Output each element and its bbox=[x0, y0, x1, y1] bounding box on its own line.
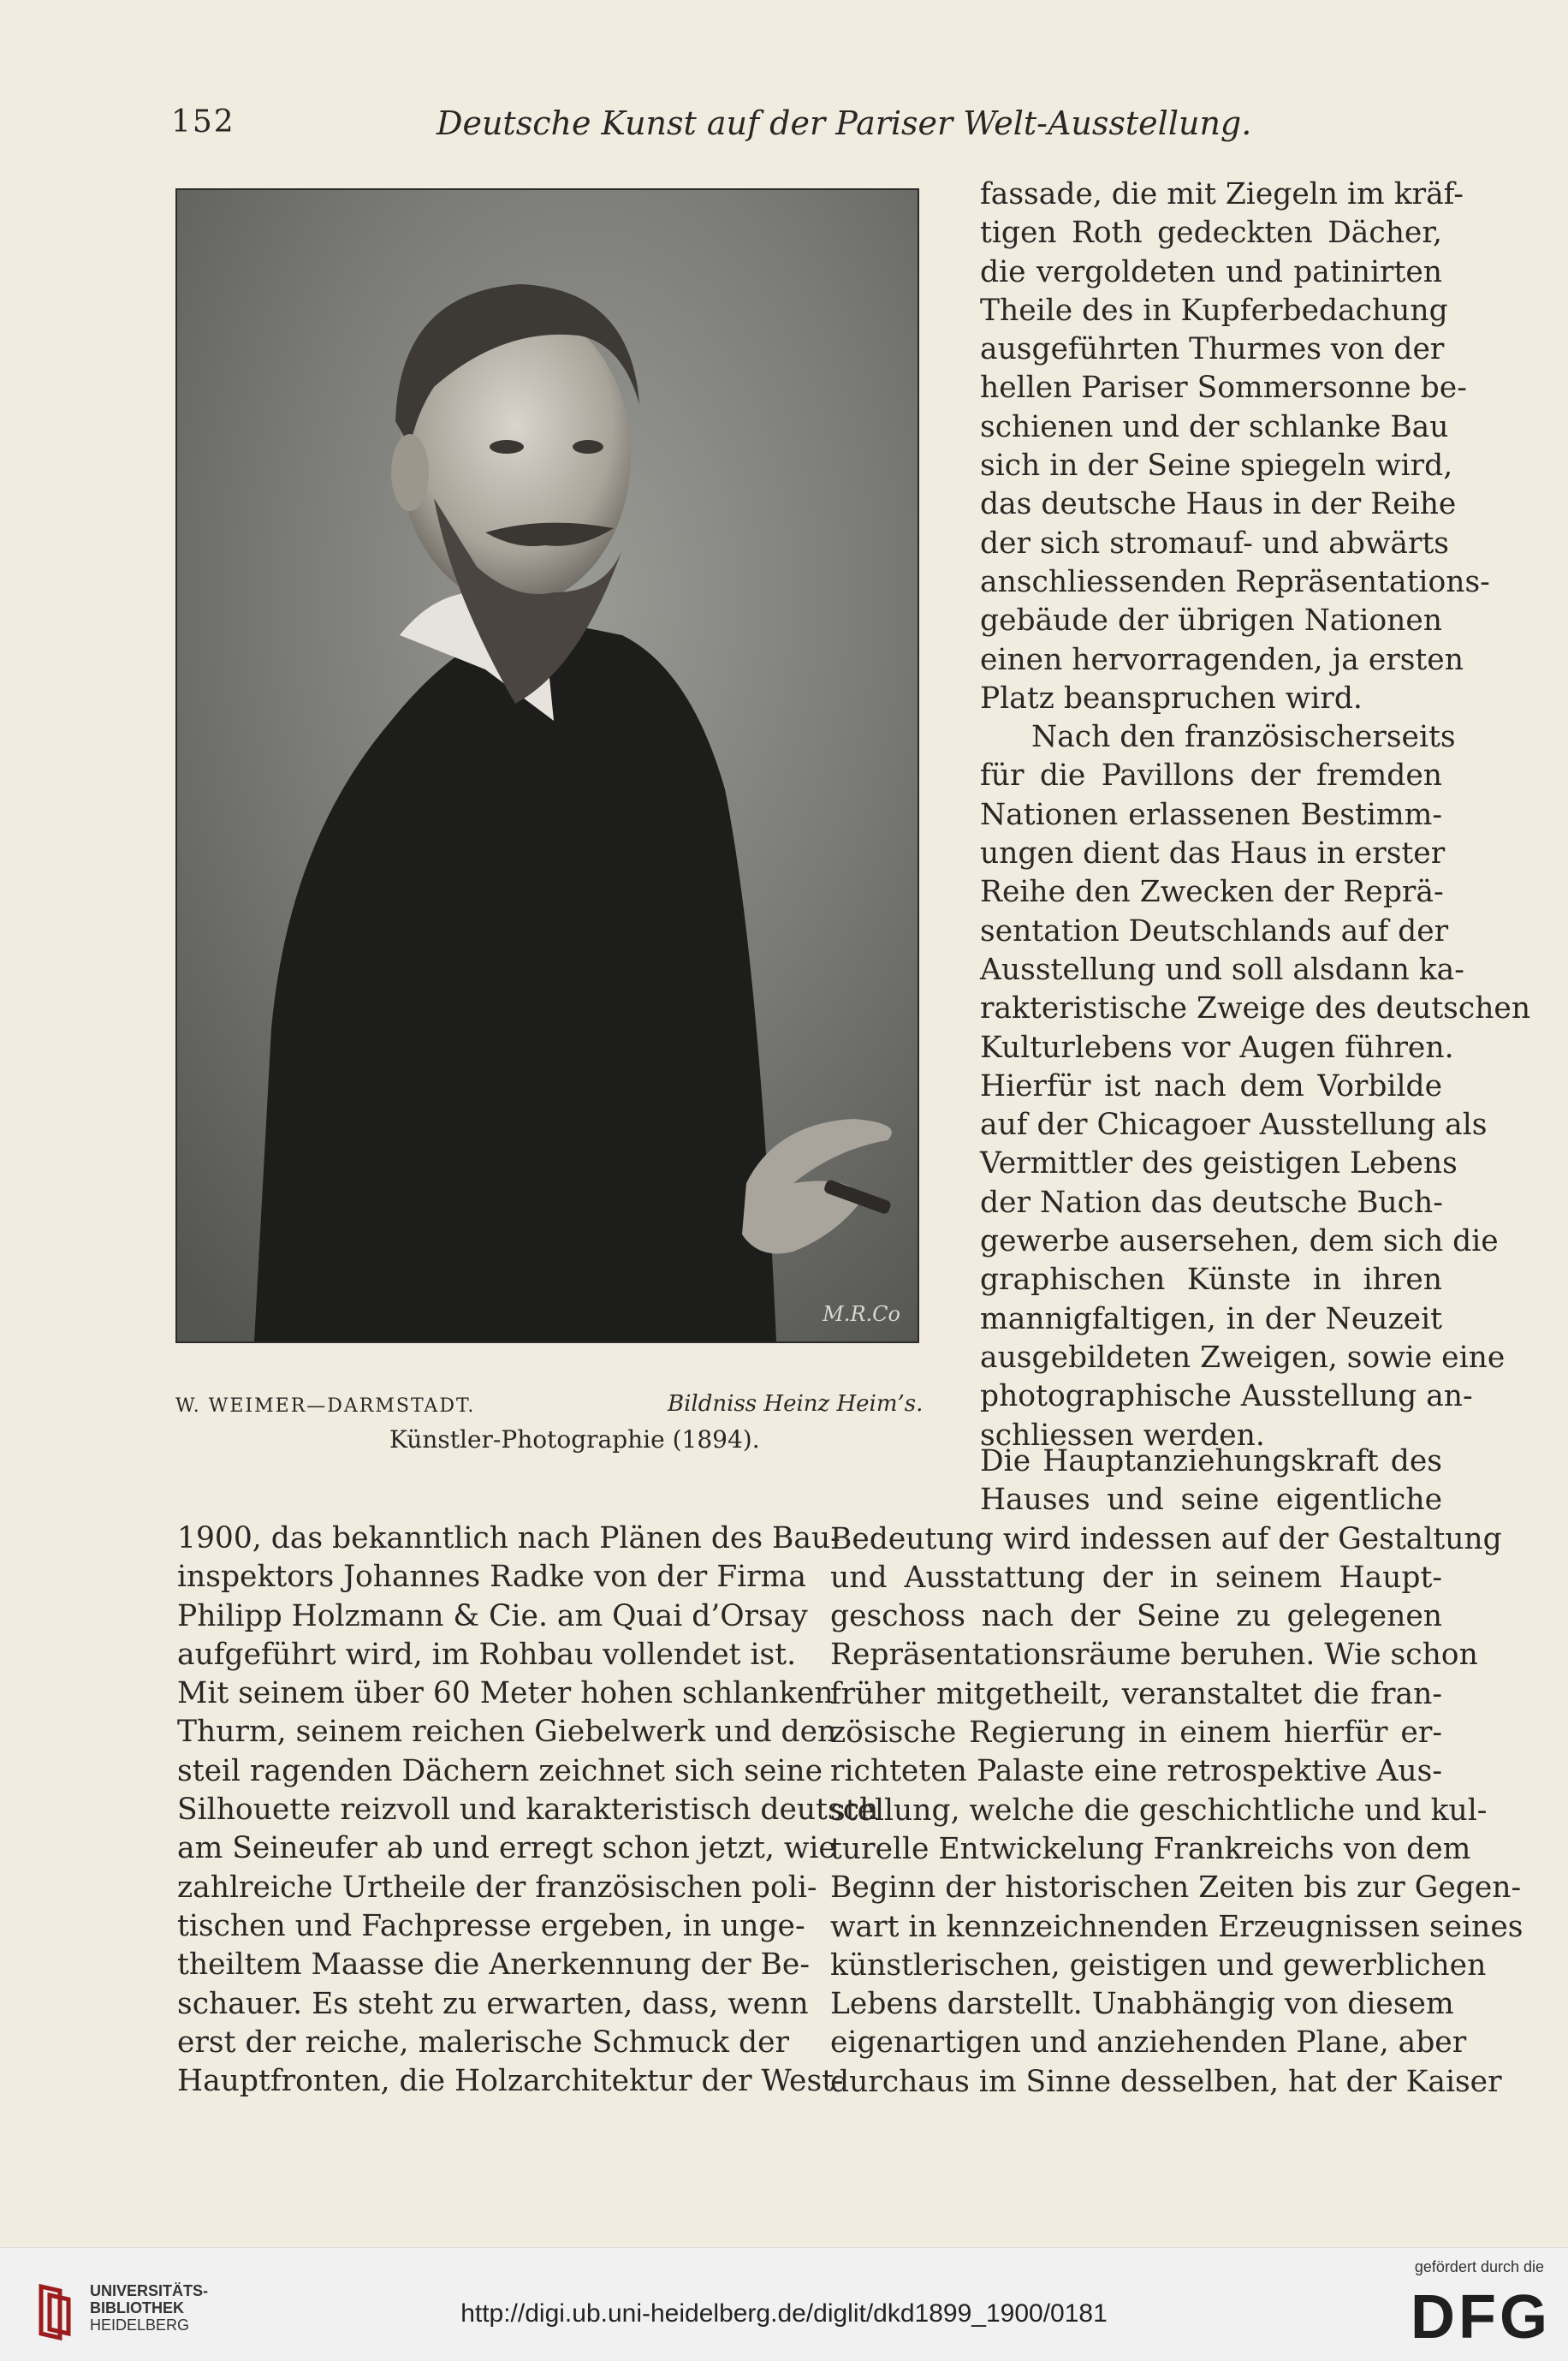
text-line: zösische Regierung in einem hierfür er- bbox=[830, 1716, 1442, 1751]
text-line: theiltem Maasse die Anerkennung der Be- bbox=[177, 1948, 810, 1983]
figure-credit: W. WEIMER—DARMSTADT. bbox=[175, 1395, 476, 1417]
text-line: tischen und Fachpresse ergeben, in unge- bbox=[177, 1908, 805, 1943]
text-line: erst der reiche, malerische Schmuck der bbox=[177, 2025, 789, 2060]
library-name-line: BIBLIOTHEK bbox=[90, 2299, 184, 2316]
text-line: sentation Deutschlands auf der bbox=[980, 913, 1449, 949]
text-line: graphischen Künste in ihren bbox=[980, 1263, 1442, 1298]
text-line: Nach den französischerseits bbox=[1031, 720, 1456, 755]
text-line: aufgeführt wird, im Rohbau vollendet ist. bbox=[177, 1637, 797, 1672]
photographer-monogram: M.R.Co bbox=[823, 1302, 900, 1326]
text-line: inspektors Johannes Radke von der Firma bbox=[177, 1560, 806, 1595]
text-line: Repräsentationsräume beruhen. Wie schon bbox=[830, 1638, 1478, 1673]
text-line: wart in kennzeichnenden Erzeugnissen seines bbox=[830, 1909, 1523, 1944]
text-line: sich in der Seine spiegeln wird, bbox=[980, 449, 1453, 484]
text-line: eigenartigen und anziehenden Plane, aber bbox=[830, 2025, 1467, 2061]
text-line: Bedeutung wird indessen auf der Gestaltung bbox=[830, 1521, 1502, 1556]
viewer-footer bbox=[0, 2247, 1568, 2361]
text-line: ungen dient das Haus in erster bbox=[980, 836, 1446, 871]
figure-title: Bildniss Heinz Heim’s. bbox=[668, 1391, 924, 1417]
text-line: Hauptfronten, die Holzarchitektur der West- bbox=[177, 2064, 844, 2099]
text-line: gebäude der übrigen Nationen bbox=[980, 604, 1442, 639]
text-line: mannigfaltigen, in der Neuzeit bbox=[980, 1301, 1442, 1336]
text-line: schienen und der schlanke Bau bbox=[980, 409, 1449, 444]
text-line: die vergoldeten und patinirten bbox=[980, 254, 1442, 289]
text-line: tigen Roth gedeckten Dächer, bbox=[980, 216, 1442, 251]
text-line: schliessen werden. bbox=[980, 1418, 1265, 1453]
text-line: durchaus im Sinne desselben, hat der Kaiser bbox=[830, 2064, 1502, 2099]
text-line: zahlreiche Urtheile der französischen poli- bbox=[177, 1870, 817, 1905]
text-line: Mit seinem über 60 Meter hohen schlanken bbox=[177, 1676, 834, 1711]
permalink-url[interactable]: http://digi.ub.uni-heidelberg.de/diglit/dkd1899_1900/0181 bbox=[460, 2299, 1108, 2328]
running-title: Deutsche Kunst auf der Pariser Welt-Ausstellung. bbox=[437, 104, 1252, 142]
page-number: 152 bbox=[171, 104, 235, 140]
text-line: Kulturlebens vor Augen führen. bbox=[980, 1030, 1454, 1065]
text-line: photographische Ausstellung an- bbox=[980, 1379, 1473, 1414]
text-line: schauer. Es steht zu erwarten, dass, wenn bbox=[177, 1986, 809, 2021]
text-line: künstlerischen, geistigen und gewerblichen bbox=[830, 1948, 1487, 1983]
figure-subcaption: Künstler-Photographie (1894). bbox=[389, 1425, 760, 1454]
text-line: 1900, das bekanntlich nach Plänen des Bau- bbox=[177, 1521, 840, 1555]
text-line: und Ausstattung der in seinem Haupt- bbox=[830, 1560, 1442, 1595]
text-line: Hierfür ist nach dem Vorbilde bbox=[980, 1068, 1442, 1103]
text-line: turelle Entwickelung Frankreichs von dem bbox=[830, 1831, 1471, 1866]
text-line: ausgebildeten Zweigen, sowie eine bbox=[980, 1340, 1506, 1375]
text-line: ausgeführten Thurmes von der bbox=[980, 332, 1445, 367]
text-line: früher mitgetheilt, veranstaltet die fran- bbox=[830, 1676, 1442, 1711]
text-line: Die Hauptanziehungskraft des bbox=[980, 1444, 1442, 1478]
text-line: Vermittler des geistigen Lebens bbox=[980, 1146, 1458, 1181]
portrait-image bbox=[177, 190, 918, 1341]
text-line: Beginn der historischen Zeiten bis zur Gegen- bbox=[830, 1870, 1522, 1906]
text-line: einen hervorragenden, ja ersten bbox=[980, 642, 1464, 677]
text-line: geschoss nach der Seine zu gelegenen bbox=[830, 1599, 1442, 1634]
text-line: hellen Pariser Sommersonne be- bbox=[980, 371, 1467, 406]
text-line: auf der Chicagoer Ausstellung als bbox=[980, 1108, 1488, 1143]
text-line: gewerbe ausersehen, dem sich die bbox=[980, 1224, 1499, 1259]
text-line: fassade, die mit Ziegeln im kräf- bbox=[980, 177, 1464, 211]
text-line: Thurm, seinem reichen Giebelwerk und den bbox=[177, 1715, 837, 1750]
sponsor-note: gefördert durch die bbox=[1414, 2258, 1544, 2275]
text-line: Ausstellung und soll alsdann ka- bbox=[980, 952, 1464, 987]
text-line: Lebens darstellt. Unabhängig von diesem bbox=[830, 1987, 1454, 2022]
text-line: Silhouette reizvoll und karakteristisch deutsch bbox=[177, 1793, 879, 1828]
text-line: der sich stromauf- und abwärts bbox=[980, 526, 1450, 561]
text-line: stellung, welche die geschichtliche und kul- bbox=[830, 1793, 1488, 1828]
text-line: das deutsche Haus in der Reihe bbox=[980, 487, 1457, 522]
dfg-logo[interactable]: DFG bbox=[1411, 2283, 1551, 2352]
library-name-line: HEIDELBERG bbox=[90, 2316, 190, 2334]
text-line: am Seineufer ab und erregt schon jetzt, wie bbox=[177, 1831, 836, 1866]
text-line: anschliessenden Repräsentations- bbox=[980, 564, 1490, 599]
text-line: Nationen erlassenen Bestimm- bbox=[980, 797, 1442, 832]
library-name-line: UNIVERSITÄTS- bbox=[90, 2282, 209, 2299]
text-line: rakteristische Zweige des deutschen bbox=[980, 991, 1531, 1026]
text-line: richteten Palaste eine retrospektive Aus- bbox=[830, 1754, 1442, 1789]
left-column-bottom-text bbox=[177, 1519, 879, 2101]
text-line: für die Pavillons der fremden bbox=[980, 758, 1442, 794]
text-line: Platz beanspruchen wird. bbox=[980, 681, 1363, 716]
portrait-photograph bbox=[175, 188, 919, 1343]
right-column-top-text bbox=[980, 175, 1531, 1455]
text-line: Hauses und seine eigentliche bbox=[980, 1483, 1442, 1518]
right-column-bottom-text bbox=[830, 1442, 1523, 2102]
text-line: Reihe den Zwecken der Reprä- bbox=[980, 875, 1444, 910]
text-line: steil ragenden Dächern zeichnet sich seine bbox=[177, 1753, 823, 1788]
text-line: Theile des in Kupferbedachung bbox=[980, 293, 1448, 328]
text-line: Philipp Holzmann & Cie. am Quai d’Orsay bbox=[177, 1598, 808, 1633]
text-line: der Nation das deutsche Buch- bbox=[980, 1185, 1443, 1220]
